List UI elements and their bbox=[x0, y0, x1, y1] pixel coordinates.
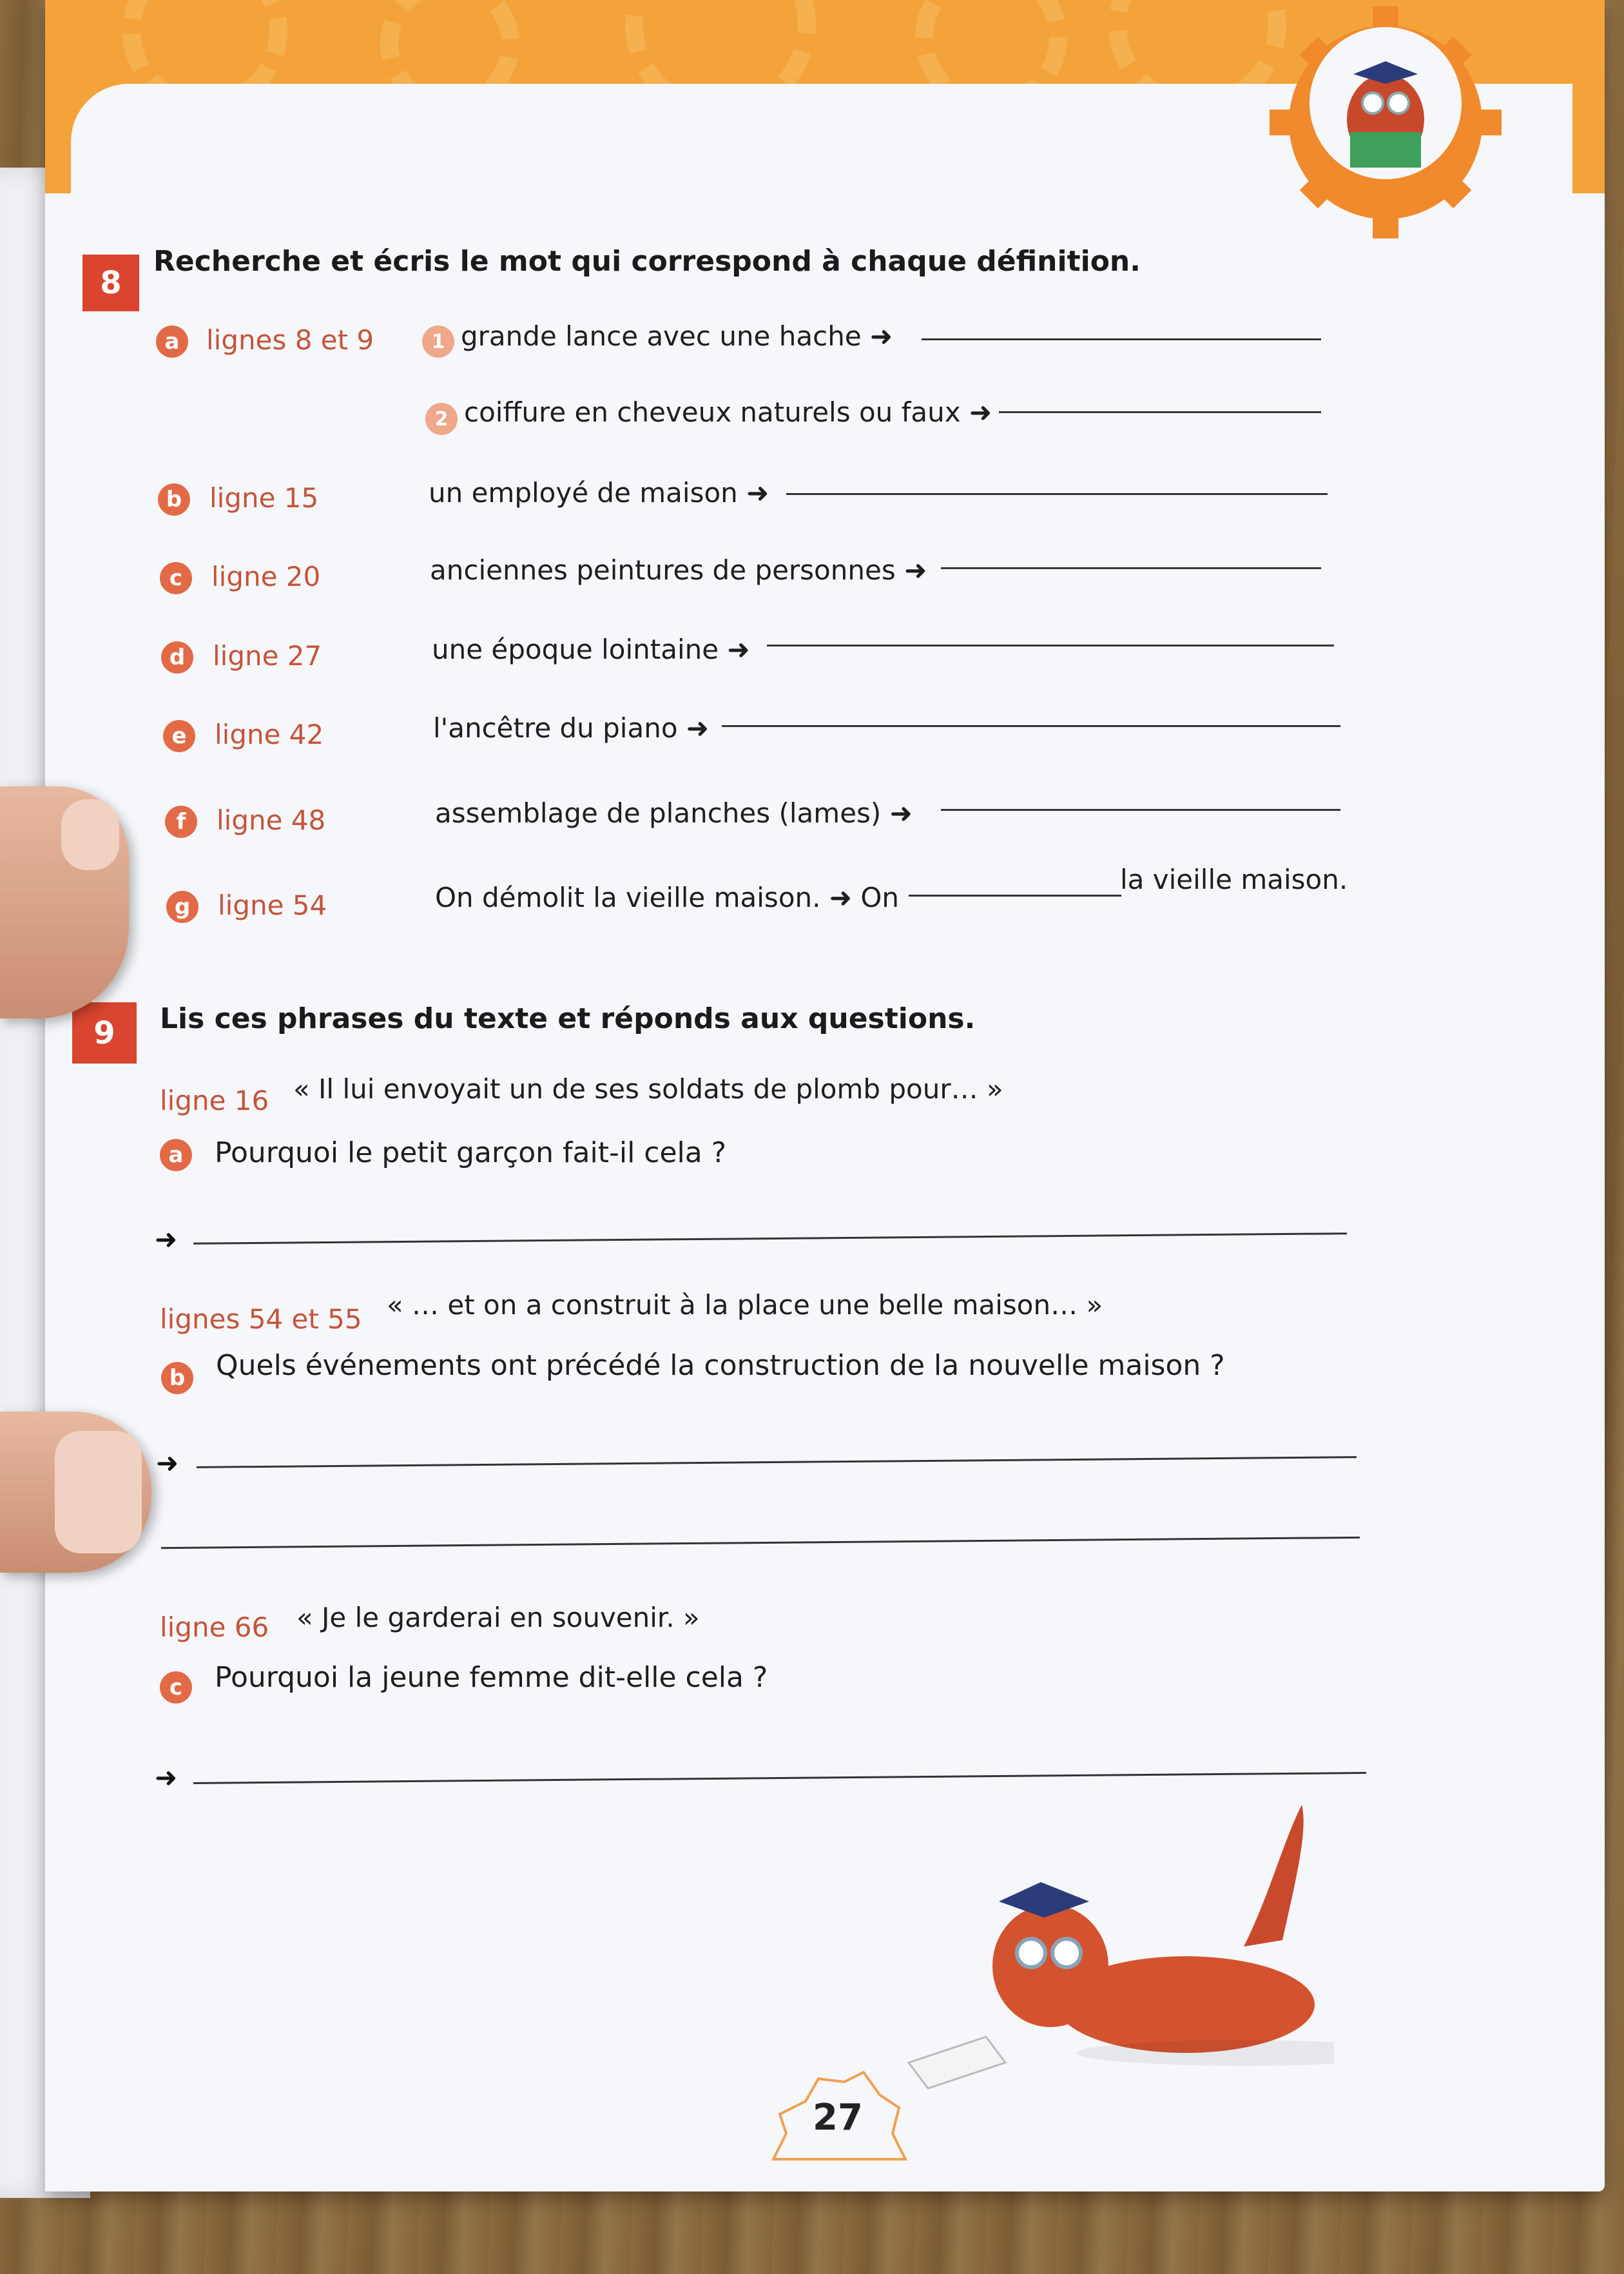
exercise-8-title: Recherche et écris le mot qui correspond à chaque définition. bbox=[153, 245, 1141, 278]
item-letter-c: c bbox=[160, 562, 192, 594]
question-letter-b: b bbox=[161, 1362, 193, 1394]
beaver-mascot-lying-icon bbox=[883, 1792, 1334, 2101]
item-ref-a: lignes 8 et 9 bbox=[206, 324, 374, 356]
question-letter-a: a bbox=[160, 1139, 192, 1171]
answer-arrow-b: ➜ bbox=[156, 1447, 179, 1479]
finger-bottom bbox=[0, 1412, 151, 1573]
answer-line-e[interactable] bbox=[722, 725, 1340, 727]
definition-f: assemblage de planches (lames) ➜ bbox=[435, 797, 913, 829]
question-c: Pourquoi la jeune femme dit-elle cela ? bbox=[215, 1661, 768, 1694]
quote-a: « Il lui envoyait un de ses soldats de plomb pour… » bbox=[293, 1073, 1003, 1105]
workbook-page bbox=[45, 0, 1605, 2191]
item-ref-c: ligne 20 bbox=[211, 561, 321, 592]
beaver-mascot-badge-icon bbox=[1270, 6, 1502, 238]
definition-g: On démolit la vieille maison. ➜ On bbox=[435, 882, 900, 913]
sub-number-1: 1 bbox=[422, 326, 454, 358]
item-letter-b: b bbox=[158, 483, 190, 516]
definition-g-suffix: la vieille maison. bbox=[1120, 864, 1348, 895]
definition-c: anciennes peintures de personnes ➜ bbox=[430, 554, 927, 586]
quote-b: « … et on a construit à la place une belle maison… » bbox=[387, 1289, 1103, 1321]
exercise-9-title: Lis ces phrases du texte et réponds aux questions. bbox=[160, 1002, 976, 1035]
answer-line-a2[interactable] bbox=[999, 411, 1321, 413]
page-number-gear bbox=[760, 2063, 915, 2172]
item-ref-d: ligne 27 bbox=[213, 640, 322, 672]
quote-c: « Je le garderai en souvenir. » bbox=[296, 1602, 700, 1633]
answer-line-c[interactable] bbox=[941, 567, 1321, 569]
item-ref-f: ligne 48 bbox=[217, 804, 326, 836]
item-ref-b: ligne 15 bbox=[209, 482, 319, 514]
answer-arrow-c: ➜ bbox=[155, 1762, 178, 1793]
item-ref-g: ligne 54 bbox=[218, 889, 327, 921]
definition-e: l'ancêtre du piano ➜ bbox=[433, 712, 710, 744]
page-number: 27 bbox=[813, 2096, 863, 2139]
item-letter-e: e bbox=[163, 720, 195, 752]
item-letter-g: g bbox=[166, 891, 198, 923]
sub-number-2: 2 bbox=[425, 403, 458, 435]
question-ref-c: ligne 66 bbox=[160, 1611, 269, 1643]
answer-line-b[interactable] bbox=[786, 493, 1328, 495]
exercise-8-number: 8 bbox=[82, 255, 139, 311]
question-letter-c: c bbox=[160, 1671, 192, 1704]
item-ref-e: ligne 42 bbox=[215, 719, 324, 750]
answer-line-a1[interactable] bbox=[922, 338, 1321, 340]
answer-line-f[interactable] bbox=[941, 809, 1340, 811]
item-letter-f: f bbox=[165, 806, 197, 838]
finger-top bbox=[0, 786, 129, 1018]
exercise-9-number: 9 bbox=[72, 1002, 137, 1064]
question-ref-a: ligne 16 bbox=[160, 1085, 269, 1116]
answer-line-d[interactable] bbox=[767, 645, 1334, 646]
definition-b: un employé de maison ➜ bbox=[429, 477, 769, 509]
question-b: Quels événements ont précédé la construction de la nouvelle maison ? bbox=[216, 1349, 1225, 1382]
question-a: Pourquoi le petit garçon fait-il cela ? bbox=[215, 1136, 727, 1169]
item-letter-a: a bbox=[156, 326, 188, 358]
question-ref-b: lignes 54 et 55 bbox=[160, 1303, 362, 1335]
definition-a2: coiffure en cheveux naturels ou faux ➜ bbox=[464, 396, 992, 428]
answer-line-g[interactable] bbox=[909, 895, 1121, 897]
definition-a1: grande lance avec une hache ➜ bbox=[461, 320, 893, 352]
answer-arrow-a: ➜ bbox=[155, 1223, 178, 1255]
definition-d: une époque lointaine ➜ bbox=[432, 634, 750, 665]
item-letter-d: d bbox=[161, 641, 193, 674]
